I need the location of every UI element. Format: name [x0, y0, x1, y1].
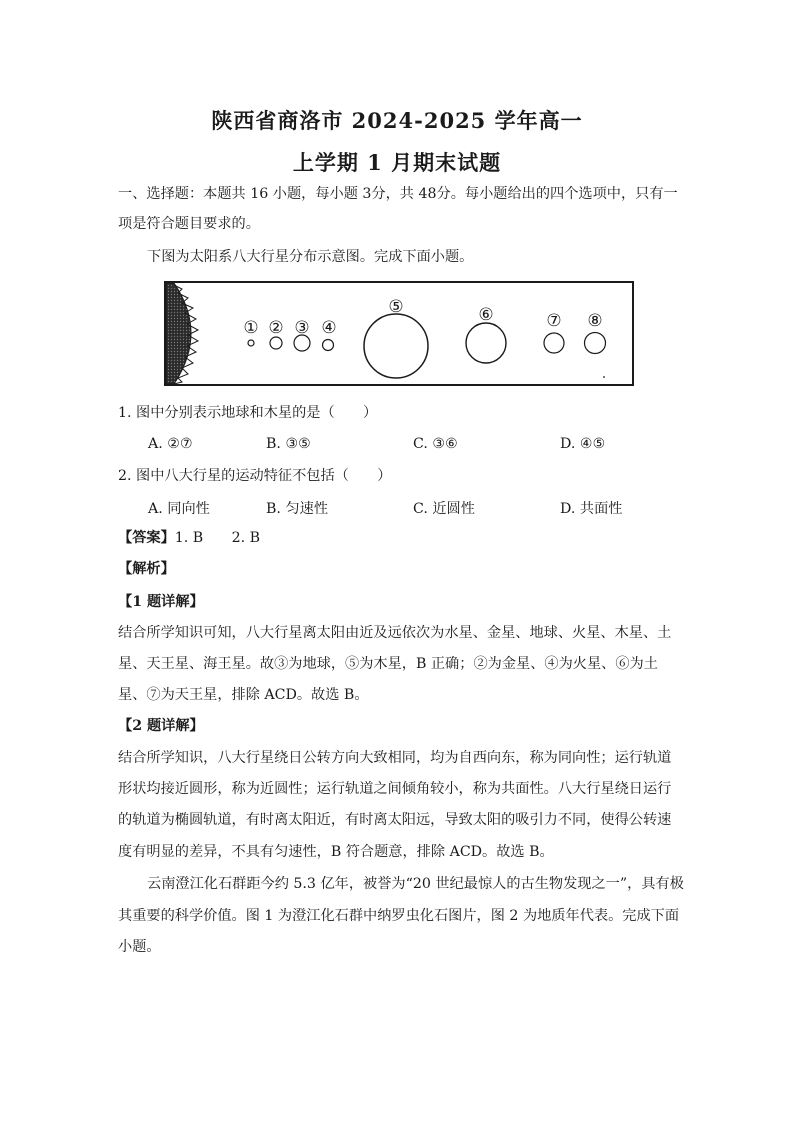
section-heading-line-1: 一、选择题：本题共 16 小题，每小题 3分，共 48分。每小题给出的四个选项中，只有一	[118, 186, 678, 202]
page-subtitle: 上学期 1 月期末试题	[292, 150, 502, 175]
question-2-stem: 2. 图中八大行星的运动特征不包括（ ）	[118, 468, 392, 484]
detail-2-line-4: 度有明显的差异，不具有匀速性，B 符合题意，排除 ACD。故选 B。	[118, 844, 554, 860]
question-2-option-a: A. 同向性	[148, 501, 210, 517]
intro-planets: 下图为太阳系八大行星分布示意图。完成下面小题。	[147, 249, 474, 265]
detail-2-line-2: 形状均接近圆形，称为近圆性；运行轨道之间倾角较小，称为共面性。八大行星绕日运行	[118, 781, 672, 797]
question-2-option-c: C. 近圆性	[413, 501, 475, 517]
detail-2-line-1: 结合所学知识，八大行星绕日公转方向大致相同，均为自西向东，称为同向性；运行轨道	[118, 750, 672, 766]
analysis-label: 【解析】	[118, 561, 175, 577]
question-1-stem: 1. 图中分别表示地球和木星的是（ ）	[118, 405, 378, 421]
detail-1-line-2: 星、天王星、海王星。故③为地球，⑤为木星，B 正确；②为金星、④为火星、⑥为土	[118, 656, 658, 672]
intro-fossils-line-2: 其重要的科学价值。图 1 为澄江化石群中纳罗虫化石图片，图 2 为地质年代表。完成下面	[118, 908, 680, 924]
section-heading-line-2: 项是符合题目要求的。	[118, 216, 260, 232]
question-2-option-d: D. 共面性	[560, 501, 623, 517]
planet-label-3: ③	[294, 318, 310, 338]
stray-dot	[603, 376, 605, 378]
detail-1-line-3: 星、⑦为天王星，排除 ACD。故选 B。	[118, 687, 369, 703]
question-1-option-d: D. ④⑤	[560, 436, 606, 452]
question-1-option-a: A. ②⑦	[148, 436, 193, 452]
solar-system-diagram	[164, 281, 634, 386]
planet-label-7: ⑦	[546, 311, 562, 331]
planet-label-4: ④	[321, 318, 337, 338]
intro-fossils-line-3: 小题。	[118, 939, 161, 955]
page-title: 陕西省商洛市 2024-2025 学年高一	[211, 108, 583, 133]
solar-system-figure	[164, 281, 634, 386]
detail-1-label: 【1 题详解】	[118, 594, 204, 610]
planet-label-2: ②	[268, 318, 284, 338]
question-2-option-b: B. 匀速性	[266, 501, 329, 517]
intro-fossils-line-1: 云南澄江化石群距今约 5.3 亿年，被誉为“20 世纪最惊人的古生物发现之一”，具有极	[147, 876, 684, 892]
detail-2-line-3: 的轨道为椭圆轨道，有时离太阳近，有时离太阳远，导致太阳的吸引力不同，使得公转速	[118, 812, 672, 828]
answer-text: 1. B 2. B	[174, 530, 261, 546]
planet-label-8: ⑧	[587, 311, 603, 331]
question-1-option-b: B. ③⑤	[266, 436, 311, 452]
detail-1-line-1: 结合所学知识可知，八大行星离太阳由近及远依次为水星、金星、地球、火星、木星、土	[118, 625, 672, 641]
question-1-option-c: C. ③⑥	[413, 436, 458, 452]
planet-label-6: ⑥	[478, 305, 494, 325]
answer-label: 【答案】	[118, 530, 175, 546]
answer-block	[118, 528, 260, 548]
planet-label-1: ①	[243, 318, 259, 338]
planet-label-5: ⑤	[388, 297, 404, 317]
detail-2-label: 【2 题详解】	[118, 718, 204, 734]
